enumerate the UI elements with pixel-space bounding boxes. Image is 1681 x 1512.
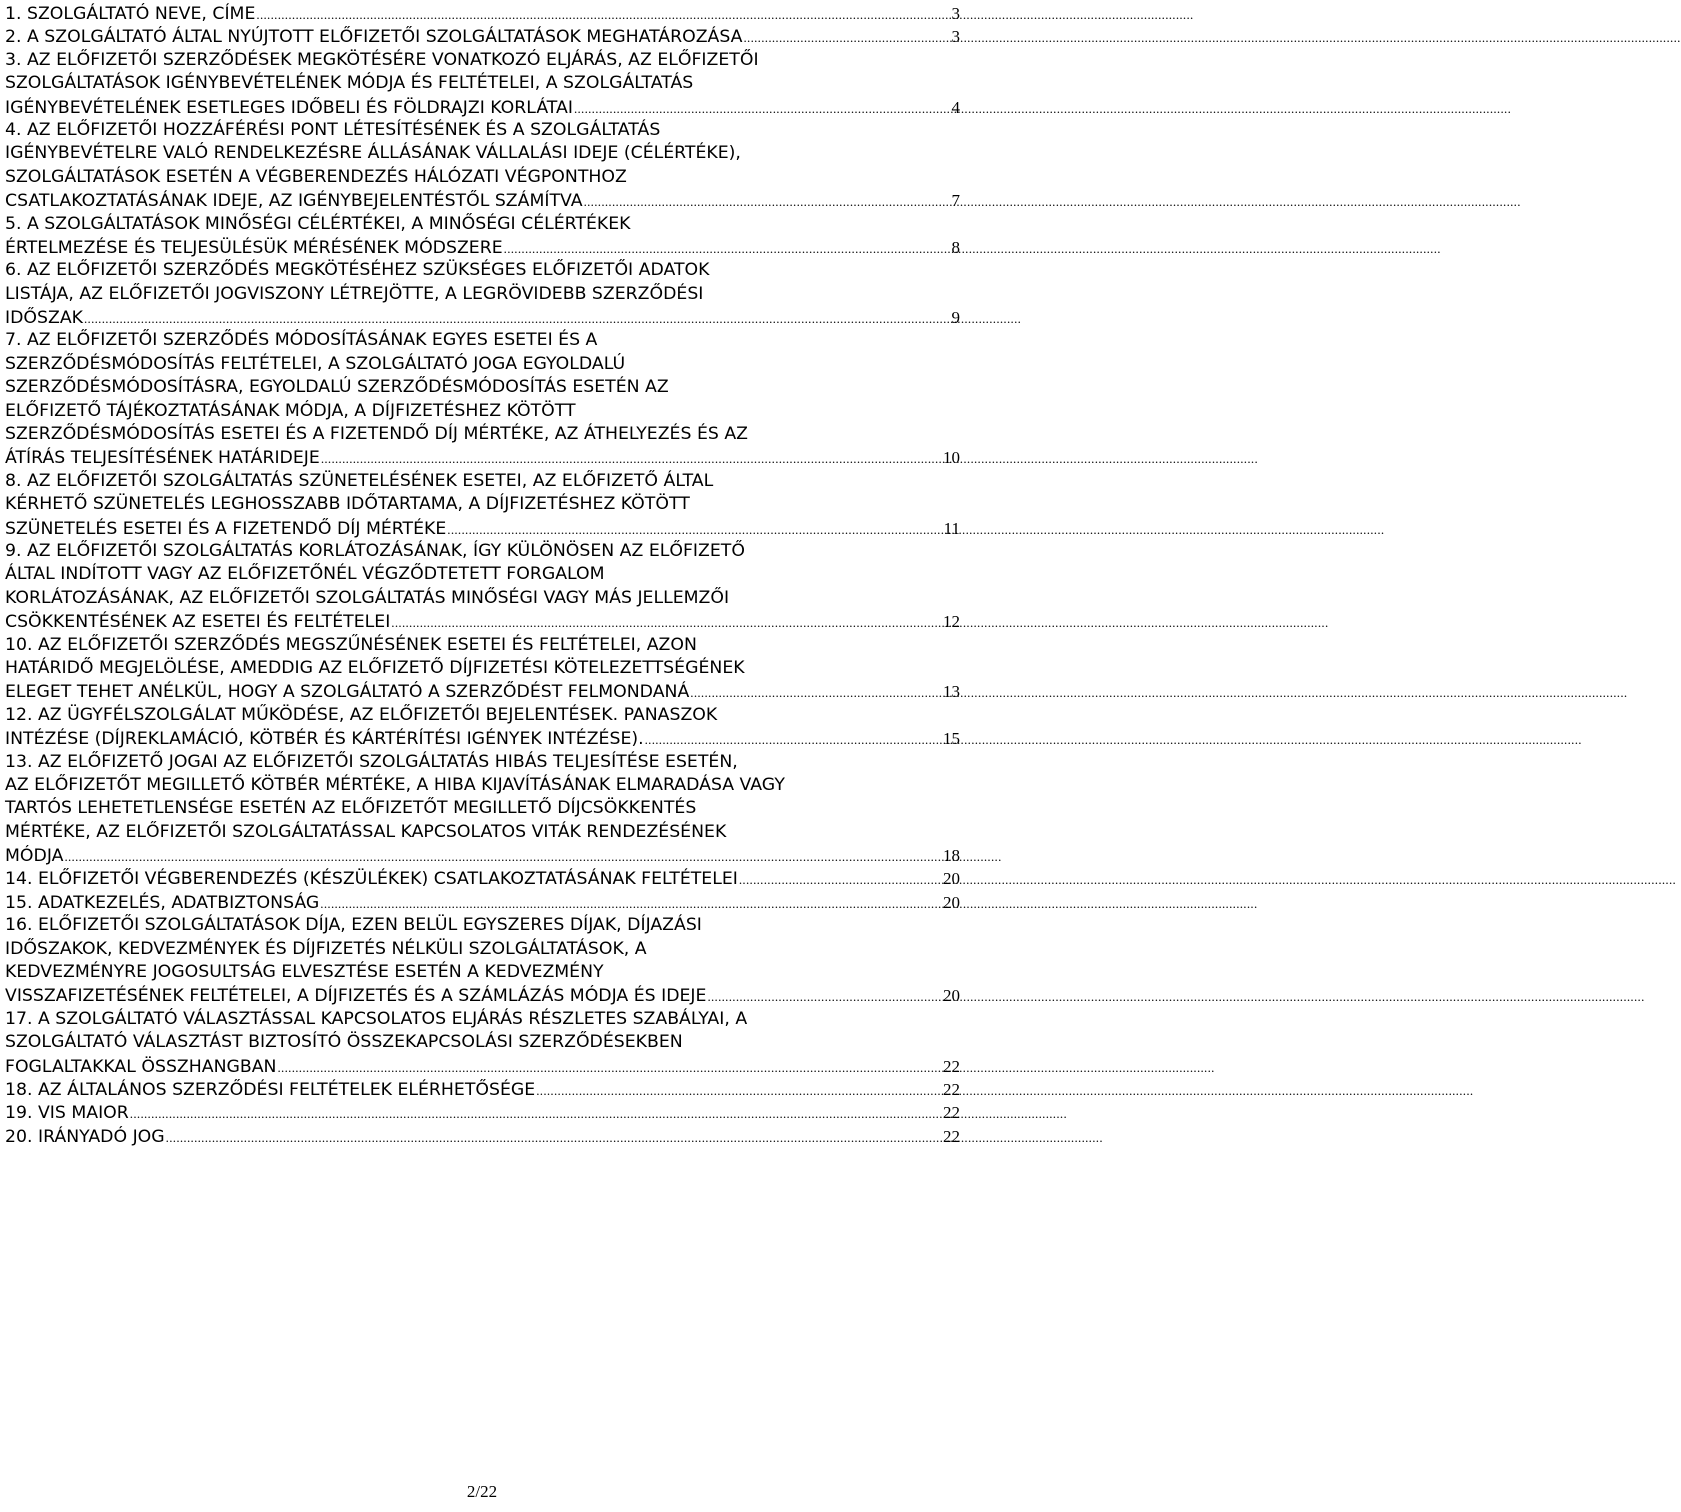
toc-dot-leader [130,1102,941,1125]
toc-dot-leader [447,518,941,541]
toc-page-number: 4 [951,97,960,117]
toc-page-number: 22 [943,1056,960,1076]
toc-entry-title: KEDVEZMÉNYRE JOGOSULTSÁG ELVESZTÉSE ESETÉN A KEDVEZMÉNY [5,962,604,983]
toc-entry-line [5,213,960,236]
toc-entry-title: 19. VIS MAIOR [5,1103,129,1124]
toc-entry[interactable] [5,213,960,260]
toc-page-number: 18 [943,846,960,866]
toc-entry-title: FOGLALTAKKAL ÖSSZHANGBAN [5,1056,277,1077]
toc-entry-line [5,1078,960,1101]
toc-entry-line [5,867,960,890]
toc-entry-title: TARTÓS LEHETETLENSÉGE ESETÉN AZ ELŐFIZETŐT MEGILLETŐ DÍJCSÖKKENTÉS [5,798,697,819]
toc-entry-title: LISTÁJA, AZ ELŐFIZETŐI JOGVISZONY LÉTREJÖTTE, A LEGRÖVIDEBB SZERZŐDÉSI [5,283,704,304]
toc-entry[interactable] [5,1101,960,1124]
toc-entry-title: 10. AZ ELŐFIZETŐI SZERZŐDÉS MEGSZŰNÉSÉNEK ESETEI ÉS FELTÉTELEI, AZON [5,634,697,655]
toc-entry-title: 2. A SZOLGÁLTATÓ ÁLTAL NYÚJTOTT ELŐFIZETŐI SZOLGÁLTATÁSOK MEGHATÁROZÁSA [5,27,743,48]
toc-entry-line [5,493,960,516]
toc-entry-title: 17. A SZOLGÁLTATÓ VÁLASZTÁSSAL KAPCSOLATOS ELJÁRÁS RÉSZLETES SZABÁLYAI, A [5,1008,748,1029]
toc-entry-line [5,961,960,984]
toc-entry-title: SZERZŐDÉSMÓDOSÍTÁSRA, EGYOLDALÚ SZERZŐDÉSMÓDOSÍTÁS ESETÉN AZ [5,377,669,398]
toc-entry-title: 3. AZ ELŐFIZETŐI SZERZŐDÉSEK MEGKÖTÉSÉRE VONATKOZÓ ELJÁRÁS, AZ ELŐFIZETŐI [5,49,759,70]
toc-entry-title: 13. AZ ELŐFIZETŐ JOGAI AZ ELŐFIZETŐI SZOLGÁLTATÁS HIBÁS TELJESÍTÉSE ESETÉN, [5,751,738,772]
toc-entry[interactable] [5,867,960,890]
toc-entry-line [5,610,960,633]
toc-entry-line [5,704,960,727]
toc-dot-leader [504,237,950,260]
toc-entry-line [5,657,960,680]
toc-entry-line [5,797,960,820]
toc-page-number: 3 [951,27,960,47]
toc-entry-title: IGÉNYBEVÉTELÉNEK ESETLEGES IDŐBELI ÉS FÖLDRAJZI KORLÁTAI [5,97,573,118]
toc-entry-line [5,306,960,329]
toc-entry[interactable] [5,25,960,48]
toc-dot-leader [278,1056,942,1079]
page-footer [0,1482,960,1502]
toc-page-number: 22 [943,1079,960,1099]
toc-entry[interactable] [5,914,960,1008]
toc-entry-line [5,680,960,703]
toc-dot-leader [584,190,950,213]
toc-page-number: 12 [943,612,960,632]
toc-page-number: 9 [951,308,960,328]
toc-entry-line [5,844,960,867]
toc-page-number: 22 [943,1103,960,1123]
toc-entry-title: 1. SZOLGÁLTATÓ NEVE, CÍME [5,4,256,24]
toc-entry-line [5,938,960,961]
toc-entry-title: CSATLAKOZTATÁSÁNAK IDEJE, AZ IGÉNYBEJELENTÉSTŐL SZÁMÍTVA [5,191,583,212]
toc-page-number: 20 [943,892,960,912]
toc-dot-leader [739,868,941,891]
toc-entry-line [5,914,960,937]
toc-entry-line [5,353,960,376]
toc-entry-line [5,821,960,844]
toc-entry[interactable] [5,2,960,25]
toc-entry-line [5,446,960,469]
toc-entry-title: 20. IRÁNYADÓ JOG [5,1126,165,1147]
toc-entry[interactable] [5,329,960,469]
toc-entry-title: 8. AZ ELŐFIZETŐI SZOLGÁLTATÁS SZÜNETELÉSÉNEK ESETEI, AZ ELŐFIZETŐ ÁLTAL [5,470,714,491]
toc-entry-line [5,1101,960,1124]
toc-entry-title: 9. AZ ELŐFIZETŐI SZOLGÁLTATÁS KORLÁTOZÁSÁNAK, ÍGY KÜLÖNÖSEN AZ ELŐFIZETŐ [5,540,745,561]
toc-entry-line [5,540,960,563]
toc-entry[interactable] [5,49,960,119]
toc-entry[interactable] [5,891,960,914]
toc-entry-title: KORLÁTOZÁSÁNAK, AZ ELŐFIZETŐI SZOLGÁLTATÁS MINŐSÉGI VAGY MÁS JELLEMZŐI [5,587,730,608]
toc-entry-title: SZOLGÁLTATÁSOK ESETÉN A VÉGBERENDEZÉS HÁLÓZATI VÉGPONTHOZ [5,166,627,187]
toc-entry[interactable] [5,470,960,540]
toc-entry-line [5,25,960,48]
toc-entry-line [5,166,960,189]
toc-entry-line [5,119,960,142]
toc-entry-line [5,470,960,493]
toc-dot-leader [645,728,941,751]
toc-entry-title: 12. AZ ÜGYFÉLSZOLGÁLAT MŰKÖDÉSE, AZ ELŐFIZETŐI BEJELENTÉSEK. PANASZOK [5,704,718,725]
toc-entry-title: ÉRTELMEZÉSE ÉS TELJESÜLÉSÜK MÉRÉSÉNEK MÓDSZERE [5,237,503,258]
toc-page-number: 22 [943,1126,960,1146]
toc-entry[interactable] [5,540,960,634]
toc-entry-title: 18. AZ ÁLTALÁNOS SZERZŐDÉSI FELTÉTELEK ELÉRHETŐSÉGE [5,1079,536,1100]
toc-page-number: 20 [943,986,960,1006]
toc-entry-title: INTÉZÉSE (DÍJREKLAMÁCIÓ, KÖTBÉR ÉS KÁRTÉRÍTÉSI IGÉNYEK INTÉZÉSE). [5,729,644,750]
toc-entry-line [5,891,960,914]
toc-entry-title: 15. ADATKEZELÉS, ADATBIZTONSÁG [5,892,320,913]
toc-entry-title: AZ ELŐFIZETŐT MEGILLETŐ KÖTBÉR MÉRTÉKE, A HIBA KIJAVÍTÁSÁNAK ELMARADÁSA VAGY [5,774,785,795]
toc-entry-title: ELŐFIZETŐ TÁJÉKOZTATÁSÁNAK MÓDJA, A DÍJFIZETÉSHEZ KÖTÖTT [5,400,576,421]
toc-entry-line [5,236,960,259]
toc-entry-line [5,283,960,306]
toc-entry-title: 6. AZ ELŐFIZETŐI SZERZŐDÉS MEGKÖTÉSÉHEZ SZÜKSÉGES ELŐFIZETŐI ADATOK [5,260,710,281]
toc-entry-title: ÁLTAL INDÍTOTT VAGY AZ ELŐFIZETŐNÉL VÉGZŐDTETETT FORGALOM [5,564,605,585]
toc-entry-line [5,1031,960,1054]
toc-dot-leader [84,307,950,330]
toc-entry-title: 7. AZ ELŐFIZETŐI SZERZŐDÉS MÓDOSÍTÁSÁNAK EGYES ESETEI ÉS A [5,330,598,351]
toc-entry-line [5,376,960,399]
toc-entry[interactable] [5,119,960,213]
toc-entry-title: SZERZŐDÉSMÓDOSÍTÁS ESETEI ÉS A FIZETENDŐ DÍJ MÉRTÉKE, AZ ÁTHELYEZÉS ÉS AZ [5,424,748,445]
toc-entry-title: MÉRTÉKE, AZ ELŐFIZETŐI SZOLGÁLTATÁSSAL KAPCSOLATOS VITÁK RENDEZÉSÉNEK [5,821,727,842]
toc-page-number: 20 [943,869,960,889]
toc-entry-title: 16. ELŐFIZETŐI SZOLGÁLTATÁSOK DÍJA, EZEN BELÜL EGYSZERES DÍJAK, DÍJAZÁSI [5,915,702,936]
toc-entry-title: HATÁRIDŐ MEGJELÖLÉSE, AMEDDIG AZ ELŐFIZETŐ DÍJFIZETÉSI KÖTELEZETTSÉGÉNEK [5,657,745,678]
toc-dot-leader [743,26,949,49]
toc-dot-leader [64,845,941,868]
toc-page-number: 3 [951,4,960,23]
toc-entry-title: 5. A SZOLGÁLTATÁSOK MINŐSÉGI CÉLÉRTÉKEI, A MINŐSÉGI CÉLÉRTÉKEK [5,213,631,234]
toc-entry[interactable] [5,751,960,868]
toc-entry-line [5,727,960,750]
toc-entry-title: KÉRHETŐ SZÜNETELÉS LEGHOSSZABB IDŐTARTAMA, A DÍJFIZETÉSHEZ KÖTÖTT [5,494,690,515]
toc-entry[interactable] [5,1078,960,1101]
toc-entry-line [5,774,960,797]
toc-entry-line [5,189,960,212]
toc-dot-leader [256,3,949,26]
toc-entry[interactable] [5,1125,960,1148]
toc-entry[interactable] [5,1008,960,1078]
toc-entry-title: 4. AZ ELŐFIZETŐI HOZZÁFÉRÉSI PONT LÉTESÍTÉSÉNEK ÉS A SZOLGÁLTATÁS [5,119,661,140]
toc-entry-title: IGÉNYBEVÉTELRE VALÓ RENDELKEZÉSRE ÁLLÁSÁNAK VÁLLALÁSI IDEJE (CÉLÉRTÉKE), [5,143,741,164]
toc-entry-title: SZOLGÁLTATÁSOK IGÉNYBEVÉTELÉNEK MÓDJA ÉS FELTÉTELEI, A SZOLGÁLTATÁS [5,73,694,94]
toc-dot-leader [707,985,941,1008]
toc-dot-leader [320,892,941,915]
toc-dot-leader [166,1126,941,1149]
toc-entry-line [5,634,960,657]
toc-entry-line [5,1125,960,1148]
toc-entry-line [5,400,960,423]
toc-page-number: 11 [943,518,960,538]
toc-entry-title: SZERZŐDÉSMÓDOSÍTÁS FELTÉTELEI, A SZOLGÁLTATÓ JOGA EGYOLDALÚ [5,353,626,374]
toc-page-number: 10 [943,448,960,468]
toc-entry-title: SZOLGÁLTATÓ VÁLASZTÁST BIZTOSÍTÓ ÖSSZEKAPCSOLÁSI SZERZŐDÉSEKBEN [5,1032,683,1053]
toc-entry[interactable] [5,634,960,704]
toc-entry-line [5,2,960,25]
page-number: 2/22 [466,1482,498,1501]
toc-dot-leader [391,611,941,634]
toc-entry[interactable] [5,704,960,751]
toc-entry-line [5,1055,960,1078]
toc-entry-line [5,984,960,1007]
toc-page-number: 15 [943,729,960,749]
toc-dot-leader [574,97,950,120]
toc-entry-line [5,96,960,119]
toc-entry-line [5,423,960,446]
toc-entry-line [5,49,960,72]
toc-entry-line [5,329,960,352]
toc-entry-title: MÓDJA [5,846,64,867]
toc-dot-leader [536,1079,941,1102]
toc-page-number: 13 [943,682,960,702]
toc-entry-title: 14. ELŐFIZETŐI VÉGBERENDEZÉS (KÉSZÜLÉKEK) CSATLAKOZTATÁSÁNAK FELTÉTELEI [5,869,738,890]
toc-entry-line [5,259,960,282]
toc-entry-title: IDŐSZAKOK, KEDVEZMÉNYEK ÉS DÍJFIZETÉS NÉLKÜLI SZOLGÁLTATÁSOK, A [5,938,647,959]
toc-entry-line [5,563,960,586]
toc-page-number: 7 [951,191,960,211]
toc-entry-title: SZÜNETELÉS ESETEI ÉS A FIZETENDŐ DÍJ MÉRTÉKE [5,518,447,539]
table-of-contents [5,2,960,1148]
toc-dot-leader [321,447,941,470]
toc-entry-title: VISSZAFIZETÉSÉNEK FELTÉTELEI, A DÍJFIZETÉS ÉS A SZÁMLÁZÁS MÓDJA ÉS IDEJE [5,986,707,1007]
toc-entry-line [5,517,960,540]
toc-dot-leader [690,681,941,704]
toc-entry[interactable] [5,259,960,329]
toc-entry-line [5,587,960,610]
toc-page-number: 8 [951,237,960,257]
toc-entry-title: ELEGET TEHET ANÉLKÜL, HOGY A SZOLGÁLTATÓ A SZERZŐDÉST FELMONDANÁ [5,682,690,703]
toc-entry-line [5,142,960,165]
toc-entry-title: IDŐSZAK [5,308,83,329]
toc-entry-line [5,72,960,95]
toc-entry-line [5,1008,960,1031]
toc-entry-title: ÁTÍRÁS TELJESÍTÉSÉNEK HATÁRIDEJE [5,448,320,469]
toc-entry-title: CSÖKKENTÉSÉNEK AZ ESETEI ÉS FELTÉTELEI [5,612,391,633]
toc-entry-line [5,751,960,774]
